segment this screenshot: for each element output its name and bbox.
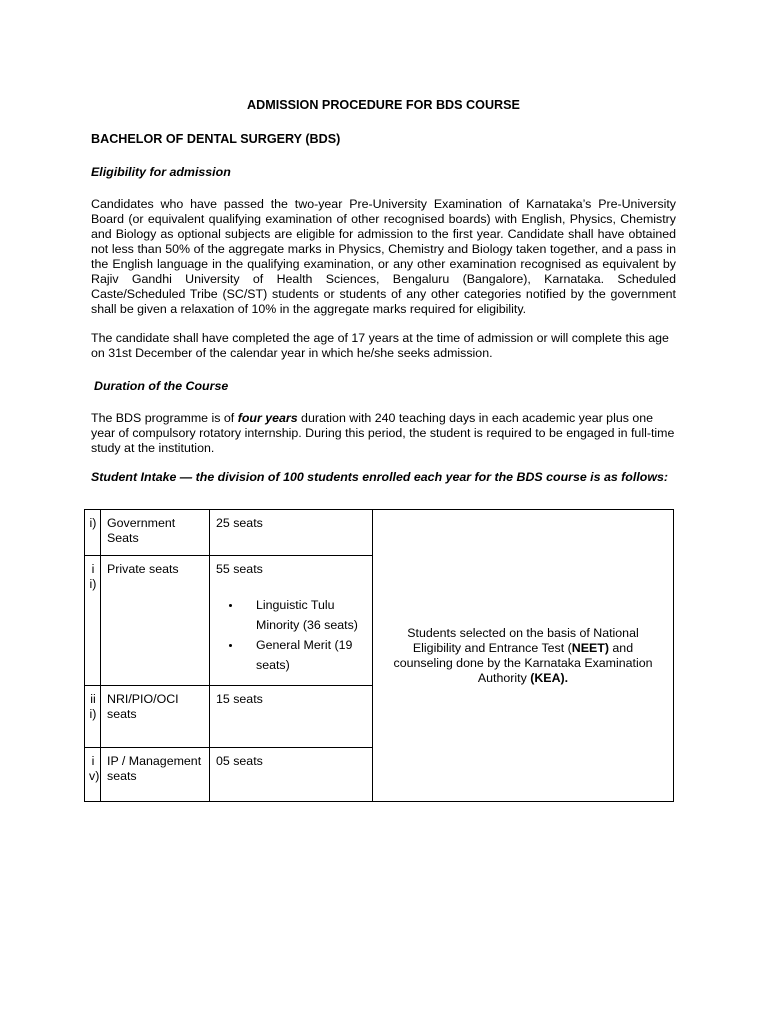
duration-heading: Duration of the Course xyxy=(94,379,229,393)
seats-cell: 05 seats xyxy=(210,748,373,802)
seats-cell: 25 seats xyxy=(210,510,373,556)
row-number: iii) xyxy=(85,686,101,748)
row-number: i) xyxy=(85,510,101,556)
list-item: • General Merit (19 seats) xyxy=(242,635,366,675)
course-heading: BACHELOR OF DENTAL SURGERY (BDS) xyxy=(91,132,341,146)
category-cell: Private seats xyxy=(101,556,210,686)
seats-value: 55 seats xyxy=(216,562,263,576)
duration-emphasis: four years xyxy=(237,411,298,425)
row-number: ii) xyxy=(85,556,101,686)
category-cell: IP / Management seats xyxy=(101,748,210,802)
selection-note-cell: Students selected on the basis of National Eligibility and Entrance Test (NEET) and counseling done by the Karnataka Examination Authority (KEA). xyxy=(373,510,674,802)
intake-table xyxy=(84,509,674,802)
duration-text-before: The BDS programme is of xyxy=(91,411,238,425)
row-number: iv) xyxy=(85,748,101,802)
list-item: • Linguistic Tulu Minority (36 seats) xyxy=(242,595,366,635)
eligibility-paragraph: Candidates who have passed the two-year Pre-University Examination of Karnataka’s Pre-University Board (or equivalent qualifying examination of other recognised boards) with English, Physics, Chemistry and Biology as optional subjects are eligible for admission to the first year. Candidate shall have obtained not less than 50% of the aggregate marks in Physics, Chemistry and Biology taken together, and a pass in the English language in the qualifying examination, or any other examination recognised as equivalent by Rajiv Gandhi University of Health Sciences, Bengaluru (Bangalore), Karnataka. Scheduled Caste/Scheduled Tribe (SC/ST) students or students of any other categories notified by the government shall be given a relaxation of 10% in the aggregate marks required for eligibility. xyxy=(91,197,676,316)
duration-text-after: duration with 240 teaching days in each academic year plus one year of compulsory rotatory internship. During this period, the student is required to be engaged in full-time study at the institution. xyxy=(91,411,675,455)
category-cell: Government Seats xyxy=(101,510,210,556)
private-seats-breakdown xyxy=(216,595,366,675)
eligibility-heading: Eligibility for admission xyxy=(91,165,231,179)
table-row xyxy=(85,510,674,556)
intake-heading: Student Intake — the division of 100 students enrolled each year for the BDS course is as follows: xyxy=(91,470,668,484)
seats-cell xyxy=(210,556,373,686)
seats-cell: 15 seats xyxy=(210,686,373,748)
category-cell: NRI/PIO/OCI seats xyxy=(101,686,210,748)
duration-paragraph xyxy=(91,411,676,456)
age-paragraph: The candidate shall have completed the age of 17 years at the time of admission or will complete this age on 31st December of the calendar year in which he/she seeks admission. xyxy=(91,331,669,360)
document-title: ADMISSION PROCEDURE FOR BDS COURSE xyxy=(247,98,520,112)
document-page xyxy=(91,96,676,500)
